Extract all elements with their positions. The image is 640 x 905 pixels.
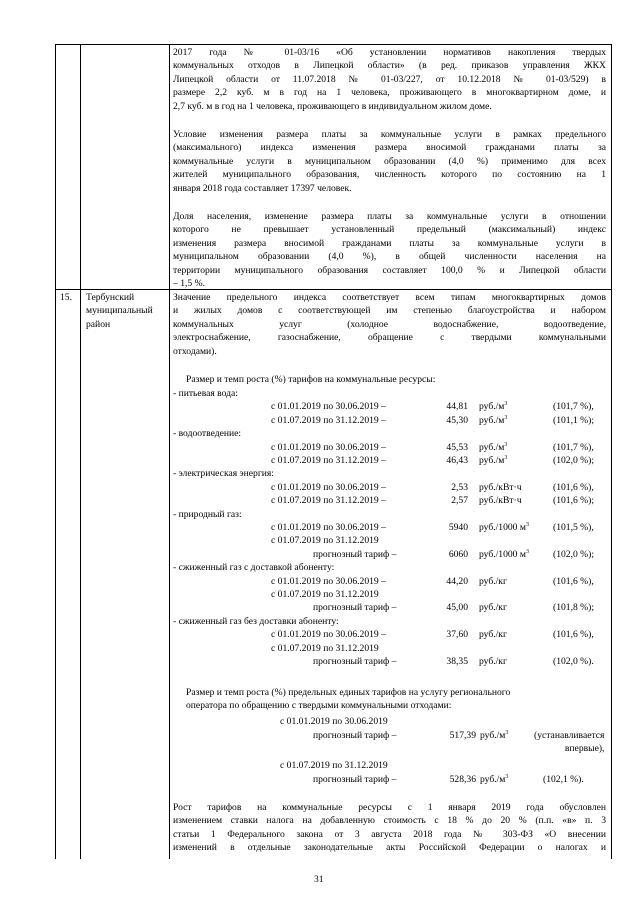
text-line: жителей муниципального образования, численность которого по состоянию на 1	[173, 169, 606, 181]
tariff-unit	[479, 521, 529, 534]
table-border-left	[55, 44, 56, 859]
regop-value-2: 528,36	[449, 774, 476, 785]
pct-text: впервые),	[564, 743, 605, 755]
tariff-period: с 01.07.2019 по 31.12.2019	[271, 589, 379, 600]
tariff-period: с 01.07.2019 по 31.12.2019	[271, 535, 379, 547]
regop-heading	[186, 686, 510, 713]
text-line: Липецкой области от 11.07.2018 № 01-03/227, от 10.12.2018 № 01-03/529) в	[173, 73, 606, 85]
text-line: Размер и темп роста (%) предельных единых тарифов на услугу регионального	[186, 687, 511, 698]
district-name-line: муниципальный	[86, 305, 153, 317]
text-line: оператора по обращению с твердыми коммунальными отходами:	[186, 700, 452, 712]
unit-text: руб./м	[480, 730, 506, 741]
unit-text: руб./м	[480, 774, 506, 785]
regop-value-1: 517,39	[449, 730, 476, 741]
tariff-pct: (101,7 %),	[553, 401, 594, 413]
regop-pct-2: (102,1 %).	[543, 774, 584, 785]
district-name-line: район	[86, 318, 111, 330]
tariff-group-label: - электрическая энергия:	[173, 468, 274, 480]
page-number: 31	[314, 874, 324, 885]
text-line: (максимального) индекса изменения размера вносимой гражданами платы за	[173, 142, 606, 154]
unit-text: руб./м	[479, 455, 505, 466]
text-line: муниципальном образовании (4,0 %), в общей численности населения на	[173, 251, 606, 263]
text-line: изменением ставки налога на добавленную стоимость с 18 % до 20 % (п.п. «в» п. 3	[173, 815, 606, 827]
tariff-pct: (101,6 %),	[553, 575, 594, 587]
unit-text: руб./кг	[479, 656, 507, 667]
tariff-pct: (102,0 %);	[553, 455, 595, 466]
text-line: электроснабжение, газоснабжение, обращение с твердыми коммунальными	[173, 332, 606, 344]
pct-text: (устанавливается	[534, 730, 605, 741]
tariff-unit	[479, 601, 507, 614]
tariff-period: с 01.01.2019 по 30.06.2019 –	[271, 441, 386, 453]
table-border-right	[611, 44, 612, 859]
text-line: 2,7 куб. м в год на 1 человека, проживающего в индивидуальном жилом доме.	[173, 100, 492, 112]
tariff-unit	[479, 575, 507, 588]
tariff-period: с 01.01.2019 по 30.06.2019 –	[271, 481, 386, 493]
text-line: января 2018 года составляет 17397 человек.	[173, 182, 352, 194]
regop-unit-2	[480, 773, 508, 786]
paragraph-index-applicability	[173, 291, 606, 358]
tariff-value: 45,00	[446, 602, 468, 614]
text-line: и жилых домов с соответствующей им степенью благоустройства и набором	[173, 305, 606, 317]
tariff-pct: (101,5 %),	[553, 522, 594, 533]
tariff-unit	[479, 400, 507, 413]
tariff-pct: (102,0 %);	[553, 548, 595, 560]
tariff-pct: (101,8 %);	[553, 602, 595, 614]
text-line: Значение предельного индекса соответствует всем типам многоквартирных домов	[173, 292, 606, 303]
tariff-value: 46,43	[446, 455, 468, 466]
tariff-group-label: - сжиженный газ с доставкой абоненту:	[173, 562, 335, 574]
tariff-value: 2,53	[451, 481, 468, 493]
tariff-unit	[479, 454, 507, 467]
tariff-pct: (101,6 %);	[553, 495, 595, 507]
regop-label-2: прогнозный тариф –	[313, 774, 397, 785]
unit-sup: 3	[504, 455, 508, 461]
tariff-period: прогнозный тариф –	[313, 602, 397, 614]
tariff-pct: (101,1 %);	[553, 414, 595, 426]
regop-unit-1	[480, 729, 508, 742]
tariff-group-label: - питьевая вода:	[173, 388, 238, 399]
unit-sup: 3	[504, 414, 508, 421]
paragraph-normative	[173, 46, 606, 113]
unit-sup: 3	[504, 441, 508, 448]
regop-period-1: с 01.01.2019 по 30.06.2019	[280, 716, 388, 727]
tariff-unit	[479, 414, 507, 427]
unit-sup: 3	[525, 548, 529, 555]
tariff-period: прогнозный тариф –	[313, 548, 397, 560]
table-border-col2	[169, 44, 170, 859]
tariff-pct: (101,6 %),	[553, 629, 594, 641]
text-line: Условие изменения размера платы за коммунальные услуги в рамках предельного	[173, 129, 606, 140]
tariff-pct: (101,7 %),	[553, 441, 594, 453]
text-line: Доля населения, изменение размера платы за коммунальные услуги в отношении	[173, 211, 606, 222]
tariff-unit	[479, 494, 522, 507]
tariff-unit	[479, 548, 529, 561]
tariff-value: 38,35	[446, 656, 468, 667]
tariff-group-label: - природный газ:	[173, 508, 242, 520]
tariff-value: 5940	[448, 522, 468, 533]
unit-text: руб./кг	[479, 575, 507, 587]
table-border-col1	[80, 44, 81, 859]
unit-text: руб./кг	[479, 629, 507, 641]
table-border-top	[55, 44, 611, 45]
text-line: изменений в отдельные законодательные акты Российской Федерации о налогах и	[173, 842, 606, 854]
unit-sup: 3	[504, 401, 508, 408]
unit-text: руб./м	[479, 441, 505, 453]
tariff-value: 44,20	[446, 575, 468, 587]
unit-text: руб./м	[479, 401, 505, 413]
unit-sup: 3	[505, 774, 509, 780]
regop-pct-1	[534, 729, 604, 756]
text-line: коммунальных отходов в Липецкой области» (в ред. приказов управления ЖКХ	[173, 60, 606, 72]
tariff-period: с 01.01.2019 по 30.06.2019 –	[271, 575, 386, 587]
tariff-pct: (101,6 %),	[553, 481, 594, 493]
tariff-unit	[479, 628, 507, 641]
tariff-value: 45,53	[446, 441, 468, 453]
tariff-period: с 01.07.2019 по 31.12.2019 –	[271, 495, 386, 507]
text-line: размере 2,2 куб. м в год на 1 человека, проживающего в многоквартирном доме, и	[173, 87, 606, 99]
paragraph-condition	[173, 128, 606, 195]
paragraph-tariff-growth	[173, 801, 606, 855]
district-name-line: Тербунский	[86, 292, 135, 303]
text-line: статьи 1 Федерального закона от 3 августа 2018 года № 303-ФЗ «О внесении	[173, 828, 606, 840]
unit-text: руб./кг	[479, 602, 507, 614]
text-line: территории муниципального образования составляет 100,0 % и Липецкой области	[173, 264, 606, 276]
text-line: Рост тарифов на коммунальные ресурсы с 1 января 2019 года обусловлен	[173, 802, 606, 813]
text-line: – 1,5 %.	[173, 277, 205, 289]
unit-text: руб./кВт·ч	[479, 495, 522, 507]
tariff-value: 44,81	[446, 401, 468, 413]
regop-label-1: прогнозный тариф –	[313, 730, 397, 741]
tariff-period: прогнозный тариф –	[313, 656, 397, 667]
tariffs-heading: Размер и темп роста (%) тарифов на коммунальные ресурсы:	[186, 374, 436, 385]
tariff-unit	[479, 481, 522, 494]
tariff-group-label: - водоотведение:	[173, 428, 242, 440]
tariff-period: с 01.07.2019 по 31.12.2019 –	[271, 414, 386, 426]
tariff-period: с 01.01.2019 по 30.06.2019 –	[271, 401, 386, 413]
unit-text: руб./кВт·ч	[479, 481, 522, 493]
unit-text: руб./1000 м	[479, 522, 526, 533]
tariff-value: 37,60	[446, 629, 468, 641]
tariff-unit	[479, 441, 507, 454]
paragraph-population-share	[173, 210, 606, 290]
tariff-period: с 01.01.2019 по 30.06.2019 –	[271, 629, 386, 641]
tariff-period: с 01.07.2019 по 31.12.2019	[271, 642, 379, 654]
regop-period-2: с 01.07.2019 по 31.12.2019	[280, 760, 388, 771]
district-name	[86, 291, 153, 331]
tariff-value: 6060	[448, 548, 468, 560]
unit-sup: 3	[525, 522, 529, 528]
tariff-period: с 01.01.2019 по 30.06.2019 –	[271, 522, 386, 533]
text-line: коммунальных услуг (холодное водоснабжение, водоотведение,	[173, 318, 606, 330]
unit-text: руб./1000 м	[479, 548, 526, 560]
text-line: изменения размера вносимой гражданами платы за коммунальные услуги в	[173, 237, 606, 249]
tariff-group-label: - сжиженный газ без доставки абоненту:	[173, 615, 339, 627]
text-line: 2017 года № 01-03/16 «Об установлении нормативов накопления твердых	[173, 47, 606, 58]
unit-sup: 3	[505, 730, 509, 736]
unit-text: руб./м	[479, 414, 505, 426]
tariff-period: с 01.07.2019 по 31.12.2019 –	[271, 455, 386, 466]
text-line: которого не превышает установленный предельный (максимальный) индекс	[173, 224, 606, 236]
tariff-value: 2,57	[451, 495, 468, 507]
tariff-pct: (102,0 %).	[553, 656, 594, 667]
tariff-unit	[479, 655, 507, 668]
tariff-value: 45,30	[446, 414, 468, 426]
text-line: коммунальные услуги в муниципальном образовании (4,0 %) применимо для всех	[173, 155, 606, 167]
text-line: отходами).	[173, 345, 217, 357]
row-number: 15.	[60, 292, 72, 303]
